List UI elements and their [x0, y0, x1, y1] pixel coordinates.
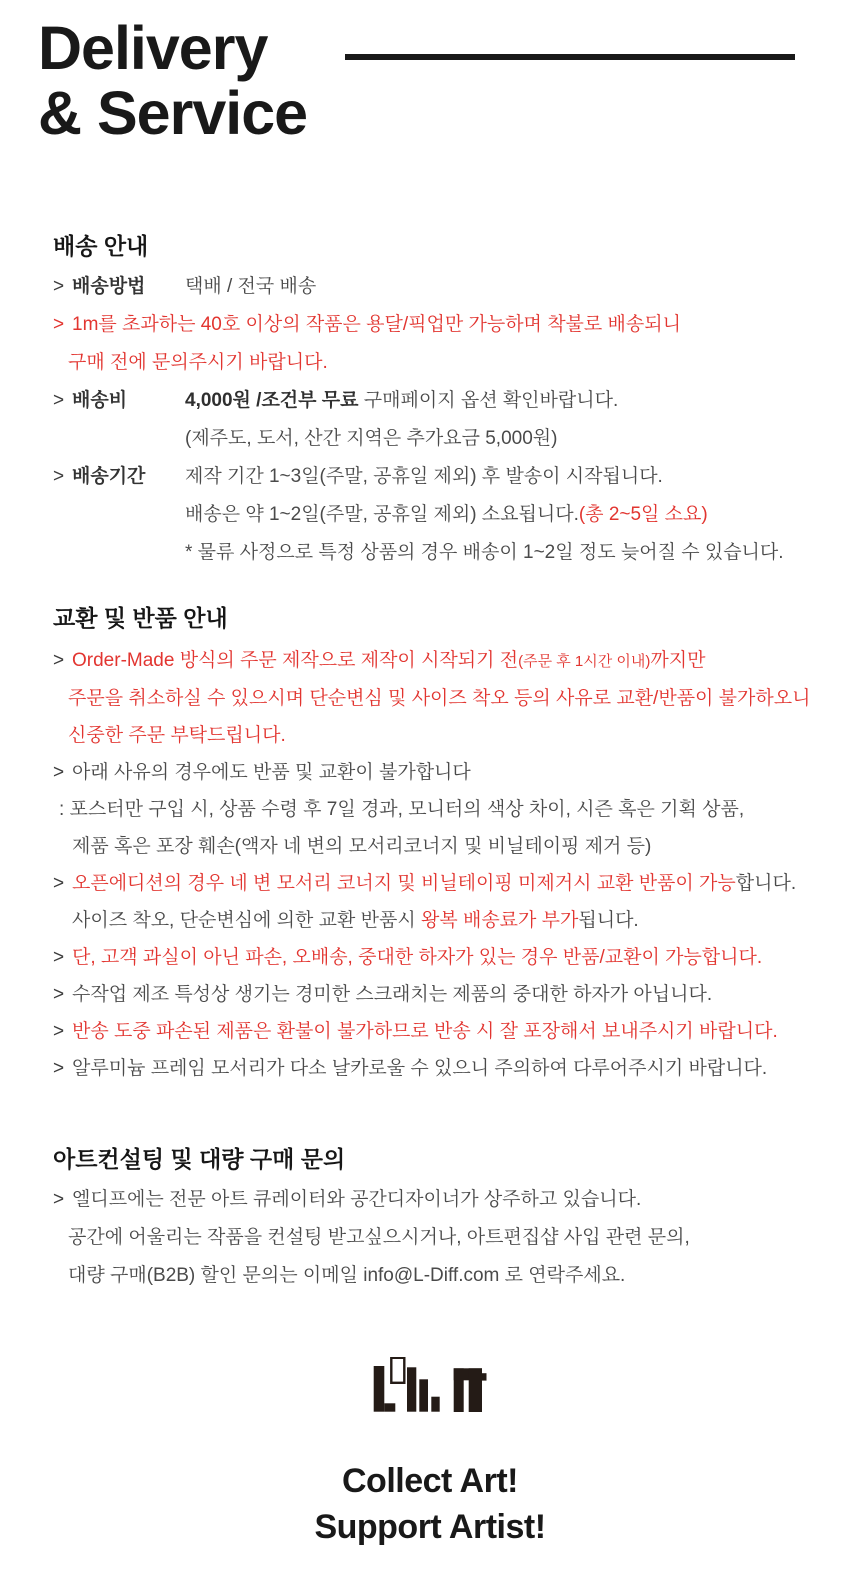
order-made-line2	[53, 680, 832, 717]
aluminum-text: 알루미늄 프레임 모서리가 다소 날카로울 수 있으니 주의하여 다루어주시기 바랍니다.	[72, 1058, 768, 1079]
open-edition-text1-red: 오픈에디션의 경우 네 변 모서리 코너지 및 비닐테이핑 미제거시 교환 반품이 가능	[72, 873, 736, 894]
delivery-method-label: 배송방법	[72, 276, 146, 297]
order-made-line1	[53, 642, 832, 680]
delivery-method-row	[53, 268, 832, 306]
consulting-section	[53, 1181, 832, 1295]
no-return-text2: : 포스터만 구입 시, 상품 수령 후 7일 경과, 모니터의 색상 차이, 시즌 혹은 기획 상품,	[59, 799, 745, 820]
open-edition-text2-end: 됩니다.	[578, 910, 639, 931]
bullet-icon: >	[53, 762, 65, 783]
no-return-line3	[53, 828, 832, 865]
shipping-fee-row	[53, 382, 832, 420]
shipping-fee-value	[185, 382, 832, 420]
consulting-text3-a: 대량 구매(B2B) 할인 문의는 이메일	[68, 1265, 364, 1286]
no-return-text3: 제품 혹은 포장 훼손(액자 네 변의 모서리코너지 및 비닐테이핑 제거 등)	[72, 836, 652, 857]
delivery-period-line2-red: (총 2~5일 소요)	[578, 504, 708, 525]
open-edition-text2-red: 왕복 배송료가 부가	[420, 910, 579, 931]
order-made-text1	[72, 642, 705, 680]
order-made-text1-tail: 까지만	[650, 650, 706, 671]
consulting-text3-b: 로 연락주세요.	[499, 1265, 626, 1286]
shipping-fee-surcharge	[53, 420, 832, 458]
no-return-line1	[53, 754, 832, 791]
open-edition-line2	[53, 902, 832, 939]
consulting-line1	[53, 1181, 832, 1219]
slogan-line2: Support Artist!	[314, 1508, 546, 1546]
bullet-icon: >	[53, 1058, 65, 1079]
consulting-text1: 엘디프에는 전문 아트 큐레이터와 공간디자이너가 상주하고 있습니다.	[72, 1189, 642, 1210]
bullet-icon: >	[53, 466, 65, 487]
delivery-period-line2	[53, 496, 832, 534]
bullet-icon: >	[53, 650, 65, 671]
page-title-line1: Delivery	[38, 14, 268, 82]
delivery-section	[53, 268, 832, 572]
returns-section-heading: 교환 및 반품 안내	[53, 605, 228, 631]
bullet-icon: >	[53, 276, 65, 297]
scratch-line	[53, 976, 832, 1013]
footer	[0, 1295, 860, 1550]
consulting-line2	[53, 1219, 832, 1257]
open-edition-text2	[72, 902, 639, 939]
page-title	[38, 0, 860, 146]
delivery-period-line1: 제작 기간 1~3일(주말, 공휴일 제외) 후 발송이 시작됩니다.	[185, 466, 663, 487]
consulting-section-heading: 아트컨설팅 및 대량 구매 문의	[53, 1146, 346, 1172]
bullet-icon: >	[53, 984, 65, 1005]
oversize-notice-line2	[53, 344, 832, 382]
shipping-fee-note: 구매페이지 옵션 확인바랍니다.	[358, 390, 619, 411]
defect-text: 단, 고객 과실이 아닌 파손, 오배송, 중대한 하자가 있는 경우 반품/교환이 가능합니다.	[72, 947, 763, 968]
title-rule	[345, 54, 795, 60]
open-edition-text1	[72, 865, 796, 902]
defect-line	[53, 939, 832, 976]
order-made-line3	[53, 717, 832, 754]
consulting-text2: 공간에 어울리는 작품을 컨설팅 받고싶으시거나, 아트편집샵 사입 관련 문의,	[68, 1227, 690, 1248]
order-made-text1-small: (주문 후 1시간 이내)	[518, 653, 651, 670]
delivery-period-row	[53, 458, 832, 496]
oversize-notice-text2: 구매 전에 문의주시기 바랍니다.	[68, 352, 328, 373]
open-edition-text2-black: 사이즈 착오, 단순변심에 의한 교환 반품시	[72, 910, 421, 931]
shipping-fee-label: 배송비	[72, 390, 128, 411]
oversize-notice-text1: 1m를 초과하는 40호 이상의 작품은 용달/픽업만 가능하며 착불로 배송되니	[72, 314, 681, 335]
delivery-period-line3-text: * 물류 사정으로 특정 상품의 경우 배송이 1~2일 정도 늦어질 수 있습니다.	[185, 542, 784, 563]
oversize-notice-line1	[53, 306, 832, 344]
bullet-icon: >	[53, 947, 65, 968]
shipping-fee-surcharge-text: (제주도, 도서, 산간 지역은 추가요금 5,000원)	[185, 428, 558, 449]
ldiff-logo	[373, 1357, 487, 1413]
shipping-fee-amount: 4,000원 /조건부 무료	[185, 390, 359, 411]
scratch-text: 수작업 제조 특성상 생기는 경미한 스크래치는 제품의 중대한 하자가 아닙니다.	[72, 984, 713, 1005]
aluminum-line	[53, 1050, 832, 1087]
order-made-text2: 주문을 취소하실 수 있으시며 단순변심 및 사이즈 착오 등의 사유로 교환/반품이 불가하오니	[68, 688, 811, 709]
returns-section	[53, 642, 832, 1087]
slogan	[0, 1458, 860, 1550]
contact-email: info@L-Diff.com	[363, 1265, 500, 1286]
no-return-text1: 아래 사유의 경우에도 반품 및 교환이 불가합니다	[72, 762, 471, 783]
consulting-text3	[68, 1257, 625, 1295]
delivery-section-heading: 배송 안내	[53, 233, 149, 259]
delivery-period-label: 배송기간	[72, 466, 146, 487]
open-edition-line1	[53, 865, 832, 902]
bullet-icon: >	[53, 314, 65, 335]
return-damage-line	[53, 1013, 832, 1050]
page-content	[53, 230, 832, 1295]
bullet-icon: >	[53, 390, 65, 411]
bullet-icon: >	[53, 1021, 65, 1042]
bullet-icon: >	[53, 1189, 65, 1210]
no-return-line2	[53, 791, 832, 828]
delivery-period-line2-black: 배송은 약 1~2일(주말, 공휴일 제외) 소요됩니다.	[185, 504, 579, 525]
return-damage-text: 반송 도중 파손된 제품은 환불이 불가하므로 반송 시 잘 포장해서 보내주시기 바랍니다.	[72, 1021, 778, 1042]
slogan-line1: Collect Art!	[342, 1462, 518, 1500]
delivery-period-line3	[53, 534, 832, 572]
order-made-text1-main: Order-Made 방식의 주문 제작으로 제작이 시작되기 전	[72, 650, 519, 671]
page-title-line2: & Service	[38, 79, 308, 147]
consulting-line3	[53, 1257, 832, 1295]
bullet-icon: >	[53, 873, 65, 894]
order-made-text3: 신중한 주문 부탁드립니다.	[68, 725, 286, 746]
delivery-method-value: 택배 / 전국 배송	[185, 276, 317, 297]
open-edition-text1-black: 합니다.	[735, 873, 797, 894]
